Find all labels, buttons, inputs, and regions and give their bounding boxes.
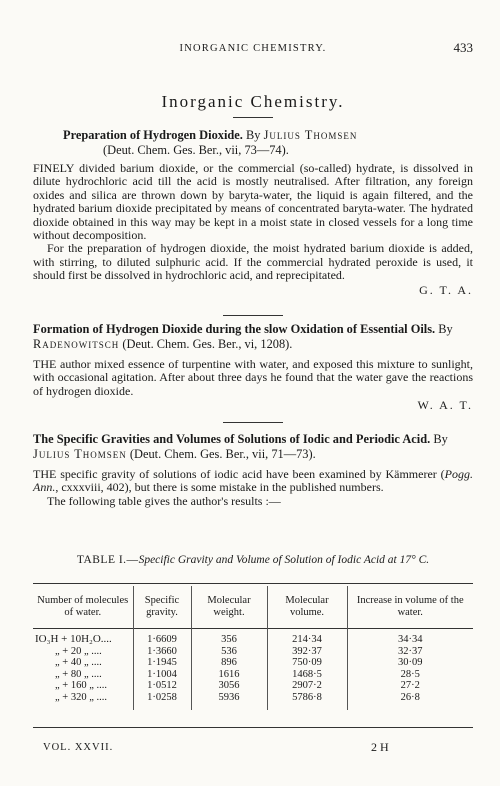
- table-header: Number of molecules of water.: [33, 586, 133, 628]
- article-source: (Deut. Chem. Ges. Ber., vii, 71—73).: [129, 447, 316, 461]
- table-cell: 536: [191, 646, 267, 658]
- article-title: [33, 432, 473, 462]
- table-cell: 5936: [191, 692, 267, 704]
- table-cell: 1468·5: [267, 669, 347, 681]
- table-row: [33, 669, 473, 681]
- table-header: Increase in volume of the water.: [356, 594, 464, 618]
- article-by: By: [246, 128, 261, 142]
- table-row: [33, 646, 473, 658]
- article-initials: W. A. T.: [417, 398, 473, 413]
- article-iodic-acid: [33, 432, 473, 508]
- article-by: By: [433, 432, 448, 446]
- table-row: [33, 657, 473, 669]
- article-source: (Deut. Chem. Ges. Ber., vii, 73—74).: [103, 143, 289, 157]
- article-title-text: Preparation of Hydrogen Dioxide.: [63, 128, 243, 142]
- article-title-text: The Specific Gravities and Volumes of Solutions of Iodic and Periodic Acid.: [33, 432, 431, 446]
- article-title-text: Formation of Hydrogen Dioxide during the slow Oxidation of Essential Oils.: [33, 322, 436, 336]
- table-cell: „ + 320 „ ....: [33, 692, 133, 704]
- table-cell: 356: [191, 634, 267, 646]
- table-cell: 392·37: [267, 646, 347, 658]
- citation-journal: Pogg. Ann.: [33, 467, 473, 495]
- article-initials: G. T. A.: [419, 282, 473, 297]
- table-header: Molecular weight.: [191, 586, 267, 628]
- table-bottom-rule: [33, 727, 473, 728]
- table-row: [33, 692, 473, 704]
- table-cell: 214·34: [267, 634, 347, 646]
- article-source: (Deut. Chem. Ges. Ber., vi, 1208).: [122, 337, 293, 351]
- article-paragraph: For the preparation of hydrogen dioxide, the moist hydrated barium dioxide is added, with stirring, to diluted sulphuric acid. If the commercial hydrated peroxide is used, it should first be dissolved in hydrochloric acid, and reprecipitated.: [33, 241, 473, 283]
- table-cell: 896: [191, 657, 267, 669]
- article-paragraph: [33, 468, 473, 495]
- article-author: Julius Thomsen: [33, 447, 127, 461]
- section-rule: [233, 117, 273, 118]
- signature-mark: 2 H: [371, 740, 389, 754]
- table-header-row: [33, 586, 473, 628]
- table-top-rule: [33, 583, 473, 584]
- article-separator: [223, 422, 283, 423]
- table-cell: 26·8: [400, 691, 420, 703]
- table-cell: IO₃H + 10H₂O....: [33, 634, 133, 646]
- article-paragraph: THE author mixed essence of turpentine with water, and exposed this mixture to sunlight, with occasional agitation. After about three days he found that the water gave the reactions of hydrogen dioxide.: [33, 357, 473, 398]
- article-hydrogen-dioxide-preparation: [33, 128, 473, 298]
- table-cell: „ + 160 „ ....: [33, 680, 133, 692]
- table-header: Molecular volume.: [267, 586, 347, 628]
- article-hydrogen-dioxide-formation: [33, 322, 473, 413]
- data-table: [33, 586, 473, 710]
- paragraph-text: THE specific gravity of solutions of iodic acid have been examined by Kämmerer (: [33, 467, 445, 481]
- article-title: [33, 128, 473, 158]
- table-cell: „ + 40 „ ....: [33, 657, 133, 669]
- table-caption-prefix: TABLE I.—: [76, 554, 139, 566]
- paragraph-text: , cxxxviii, 402), but there is some mistake in the published numbers.: [55, 480, 384, 495]
- table-cell: 1616: [191, 669, 267, 681]
- article-paragraph: The following table gives the author's results :—: [47, 493, 281, 508]
- volume-label: VOL. XXVII.: [43, 742, 114, 753]
- article-author: Radenowitsch: [33, 337, 120, 351]
- table-caption: [33, 553, 473, 567]
- table-cell: 1·1945: [133, 657, 191, 669]
- table-cell: 3056: [191, 680, 267, 692]
- data-table-wrapper: [33, 586, 473, 710]
- table-header: Specific gravity.: [133, 586, 191, 628]
- table-cell: 1·1004: [133, 669, 191, 681]
- article-title: [33, 322, 473, 352]
- table-row: [33, 634, 473, 646]
- article-by: By: [438, 322, 453, 336]
- table-cell: „ + 20 „ ....: [33, 646, 133, 658]
- table-cell: 1·6609: [133, 634, 191, 646]
- running-head: [33, 40, 473, 60]
- table-cell: 32·37: [398, 645, 423, 657]
- table-cell: 2907·2: [267, 680, 347, 692]
- article-separator: [223, 315, 283, 316]
- table-cell: 1·0258: [133, 692, 191, 704]
- table-cell: 5786·8: [267, 692, 347, 704]
- article-paragraph: FINELY divided barium dioxide, or the commercial (so-called) hydrate, is dissolved in dilute hydrochloric acid till the acid is mostly neutralised. After filtration, any foreign oxides and silica are thrown down by baryta-water, the liquid is again filtered, and the hydrated barium dioxide precipitated by means of concentrated baryta-water. The hydrated dioxide obtained in this way may be kept in a moist state in closed vessels for a long time without decomposition.: [33, 161, 473, 243]
- article-author: Julius Thomsen: [263, 128, 358, 142]
- table-cell: 34·34: [398, 634, 423, 645]
- table-cell: 28·5: [400, 668, 420, 680]
- table-cell: 30·09: [398, 657, 423, 669]
- table-cell: 1·0512: [133, 680, 191, 692]
- page-number: 433: [453, 40, 473, 55]
- table-cell: 750·09: [267, 657, 347, 669]
- table-caption-text: Specific Gravity and Volume of Solution of Iodic Acid at 17° C.: [138, 554, 430, 566]
- table-cell: 27·2: [400, 680, 420, 692]
- table-cell: „ + 80 „ ....: [33, 669, 133, 681]
- table-row: [33, 680, 473, 692]
- section-title: Inorganic Chemistry.: [161, 92, 345, 111]
- table-cell: 1·3660: [133, 646, 191, 658]
- running-title: INORGANIC CHEMISTRY.: [179, 43, 327, 54]
